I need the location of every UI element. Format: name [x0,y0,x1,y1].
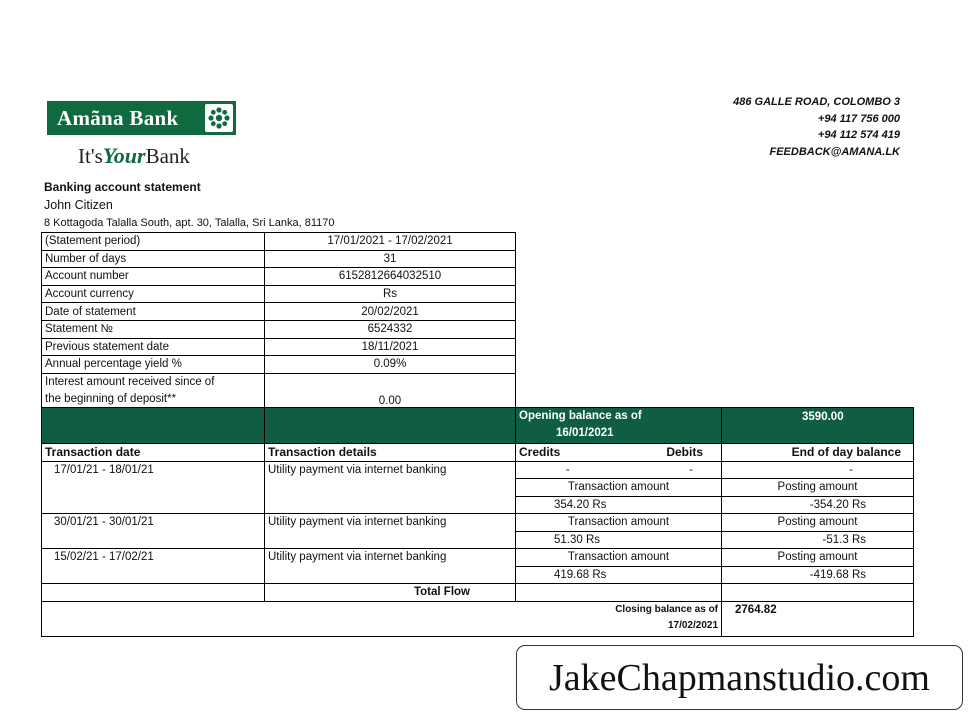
transaction-amount: 419.68 Rs [516,566,722,584]
opening-balance-amount: 3590.00 [722,408,914,444]
account-info-body [42,233,516,410]
info-value: 31 [265,250,516,268]
info-row [42,356,516,374]
closing-balance-amount: 2764.82 [722,601,914,636]
transaction-date: 30/01/21 - 30/01/21 [42,514,265,549]
posting-amount: -354.20 Rs [722,496,914,514]
opening-balance-label [516,408,722,444]
bank-phone-1: +94 117 756 000 [817,112,900,125]
interest-label-line1: Interest amount received since of [45,375,215,388]
blank-cell [265,408,516,444]
posting-amount-label: Posting amount [722,479,914,497]
transactions-table [41,407,914,637]
bank-logo-text: Amãna Bank [57,105,179,130]
transaction-date: 17/01/21 - 18/01/21 [42,461,265,514]
watermark-banner [516,645,963,710]
table-header-row [42,444,914,462]
info-row [42,233,516,251]
info-row [42,303,516,321]
info-row [42,338,516,356]
info-value: 0.09% [265,356,516,374]
info-row [42,285,516,303]
info-row [42,268,516,286]
info-label: Statement № [42,320,265,338]
account-holder-address: 8 Kottagoda Talalla South, apt. 30, Talalla, Sri Lanka, 81170 [44,217,335,229]
info-value: 0.00 [265,373,516,409]
flower-emblem-icon [205,104,233,132]
transaction-details: Utility payment via internet banking [265,461,516,514]
transaction-amount: 354.20 Rs [516,496,722,514]
bank-phone-2: +94 112 574 419 [817,129,900,141]
blank-cell [516,584,722,602]
header-transaction-date: Transaction date [42,444,265,462]
transactions-body [42,408,914,637]
transaction-amount-label: Transaction amount [516,479,722,497]
info-row-interest [42,373,516,409]
closing-balance-row [42,601,914,636]
posting-amount-label: Posting amount [722,549,914,567]
account-holder-name: John Citizen [44,198,113,212]
info-label: Annual percentage yield % [42,356,265,374]
transaction-details: Utility payment via internet banking [265,549,516,584]
interest-label-line2: the beginning of deposit** [45,393,177,406]
info-value: 17/01/2021 - 17/02/2021 [265,233,516,251]
transaction-amount-label: Transaction amount [516,549,722,567]
header-credits: Credits [516,444,620,462]
bank-tagline [78,143,190,169]
credit-dash: - [516,461,620,479]
info-value: 18/11/2021 [265,338,516,356]
header-debits: Debits [620,444,722,462]
blank-cell [42,408,265,444]
transaction-amount-label: Transaction amount [516,514,722,532]
tagline-suffix: Bank [145,144,190,168]
transaction-date: 15/02/21 - 17/02/21 [42,549,265,584]
table-row [42,461,914,479]
posting-amount: -419.68 Rs [722,566,914,584]
header-end-of-day-balance: End of day balance [722,444,914,462]
blank-cell [42,584,265,602]
bank-contact-block [733,94,900,160]
transaction-details: Utility payment via internet banking [265,514,516,549]
closing-balance-label [42,601,722,636]
info-row [42,320,516,338]
tagline-your: Your [102,143,146,168]
info-value: 6524332 [265,320,516,338]
posting-amount-label: Posting amount [722,514,914,532]
statement-title: Banking account statement [44,180,201,194]
watermark-text: JakeChapmanstudio.com [549,656,930,699]
account-info-table [41,232,516,410]
bank-address: 486 GALLE ROAD, COLOMBO 3 [733,96,900,108]
info-label [42,373,265,409]
bank-logo [47,101,236,135]
header-transaction-details: Transaction details [265,444,516,462]
info-value: 6152812664032510 [265,268,516,286]
blank-cell [722,584,914,602]
opening-label-line1: Opening balance as of [519,410,642,422]
posting-amount: -51.3 Rs [722,531,914,549]
table-row [42,549,914,567]
info-label: (Statement period) [42,233,265,251]
info-value: 20/02/2021 [265,303,516,321]
table-row [42,514,914,532]
bank-email: FEEDBACK@AMANA.LK [769,145,900,158]
debit-dash: - [620,461,722,479]
opening-balance-row [42,408,914,444]
closing-label-line1: Closing balance as of [615,603,719,615]
balance-dash: - [722,461,914,479]
info-label: Number of days [42,250,265,268]
info-value: Rs [265,285,516,303]
info-label: Date of statement [42,303,265,321]
info-row [42,250,516,268]
opening-label-line2: 16/01/2021 [556,427,614,439]
total-flow-label: Total Flow [265,584,516,602]
info-label: Account number [42,268,265,286]
closing-label-line2: 17/02/2021 [667,619,719,631]
total-flow-row [42,584,914,602]
info-label: Previous statement date [42,338,265,356]
info-label: Account currency [42,285,265,303]
tagline-prefix: It's [78,144,103,168]
transaction-amount: 51.30 Rs [516,531,722,549]
